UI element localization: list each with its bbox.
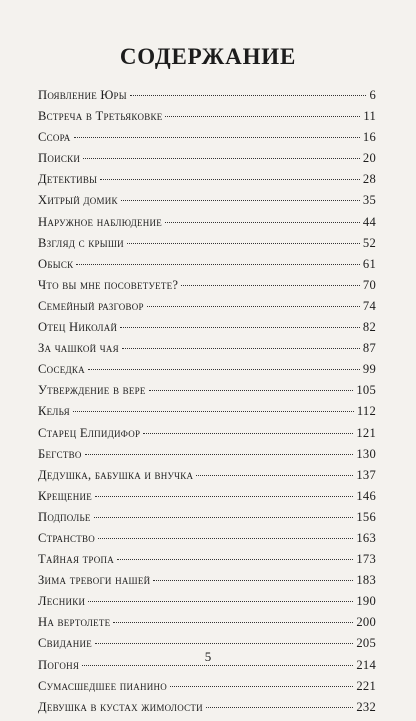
toc-entry-page: 52 (362, 235, 376, 250)
toc-entry-title: Наружное наблюдение (38, 214, 162, 229)
dot-leader (153, 579, 353, 581)
dot-leader (130, 94, 367, 96)
table-of-contents (38, 88, 376, 721)
dot-leader (88, 600, 353, 602)
toc-entry-page: 205 (356, 636, 376, 651)
toc-entry-title: Подполье (38, 509, 91, 524)
toc-entry-title: Зима тревоги нашей (38, 573, 151, 588)
toc-entry-title: Старец Елпидифор (38, 425, 141, 440)
dot-leader (113, 621, 353, 623)
dot-leader (170, 685, 353, 687)
dot-leader (147, 305, 360, 307)
toc-entry-title: Семейный разговор (38, 298, 144, 313)
toc-entry (38, 426, 376, 447)
dot-leader (165, 221, 360, 223)
toc-entry-page: 121 (356, 425, 376, 440)
toc-entry (38, 552, 376, 573)
toc-entry-page: 16 (362, 130, 376, 145)
toc-entry (38, 341, 376, 362)
toc-entry (38, 172, 376, 193)
toc-entry (38, 278, 376, 299)
toc-entry-title: Сумасшедшее пианино (38, 678, 168, 693)
toc-entry-title: Утверждение в вере (38, 383, 146, 398)
toc-entry (38, 215, 376, 236)
toc-entry-page: 156 (356, 509, 376, 524)
page-number: 5 (204, 649, 212, 664)
toc-entry-title: За чашкой чая (38, 341, 119, 356)
toc-entry (38, 447, 376, 468)
toc-entry (38, 193, 376, 214)
toc-entry (38, 320, 376, 341)
toc-entry-page: 11 (363, 109, 376, 124)
dot-leader (181, 284, 360, 286)
toc-entry-page: 146 (356, 488, 376, 503)
dot-leader (165, 115, 360, 117)
dot-leader (95, 642, 353, 644)
toc-entry-page: 74 (362, 298, 376, 313)
toc-entry-page: 82 (362, 320, 376, 335)
toc-entry-title: Обыск (38, 256, 74, 271)
toc-entry (38, 489, 376, 510)
dot-leader (122, 347, 360, 349)
toc-entry-title: Взгляд с крыши (38, 235, 124, 250)
toc-entry (38, 700, 376, 721)
toc-entry-page: 44 (362, 214, 376, 229)
toc-entry-title: Странство (38, 530, 96, 545)
toc-entry-title: Встреча в Третьяковке (38, 109, 163, 124)
dot-leader (121, 199, 360, 201)
toc-entry-page: 28 (362, 172, 376, 187)
toc-entry-title: Что вы мне посоветуете? (38, 277, 179, 292)
toc-entry (38, 531, 376, 552)
toc-entry (38, 130, 376, 151)
toc-entry (38, 573, 376, 594)
toc-entry-title: Хитрый домик (38, 193, 118, 208)
dot-leader (98, 537, 353, 539)
toc-entry (38, 88, 376, 109)
dot-leader (196, 474, 353, 476)
toc-entry-page: 173 (356, 552, 376, 567)
toc-entry-title: Отец Николай (38, 320, 118, 335)
toc-entry-title: Появление Юры (38, 88, 127, 102)
toc-entry-page: 137 (356, 467, 376, 482)
toc-entry-title: Девушка в кустах жимолости (38, 699, 203, 714)
toc-entry (38, 468, 376, 489)
dot-leader (206, 706, 354, 708)
toc-entry-page: 70 (362, 277, 376, 292)
toc-entry-page: 232 (356, 699, 376, 714)
toc-entry-title: Поиски (38, 151, 81, 166)
toc-entry-title: Келья (38, 404, 70, 419)
toc-entry (38, 299, 376, 320)
toc-entry (38, 404, 376, 425)
toc-entry-title: Ссора (38, 130, 71, 145)
dot-leader (143, 432, 353, 434)
dot-leader (127, 242, 360, 244)
toc-entry (38, 151, 376, 172)
contents-heading: СОДЕРЖАНИЕ (119, 44, 297, 69)
dot-leader (149, 389, 354, 391)
toc-entry-title: Бегство (38, 446, 82, 461)
toc-entry-title: Свидание (38, 636, 93, 651)
toc-entry-title: Лесники (38, 594, 86, 609)
toc-entry-page: 61 (362, 256, 376, 271)
toc-entry-page: 87 (362, 341, 376, 356)
toc-entry-page: 130 (356, 446, 376, 461)
dot-leader (94, 516, 354, 518)
toc-entry-page: 35 (362, 193, 376, 208)
toc-entry-page: 163 (356, 530, 376, 545)
toc-entry (38, 510, 376, 531)
toc-entry-title: Тайная тропа (38, 552, 114, 567)
toc-entry-page: 6 (369, 88, 376, 102)
toc-entry-page: 183 (356, 573, 376, 588)
toc-entry (38, 615, 376, 636)
toc-entry (38, 257, 376, 278)
dot-leader (100, 178, 360, 180)
toc-entry-title: Детективы (38, 172, 98, 187)
toc-entry (38, 236, 376, 257)
dot-leader (85, 453, 354, 455)
toc-entry-page: 20 (362, 151, 376, 166)
toc-entry-page: 221 (356, 678, 376, 693)
toc-entry (38, 594, 376, 615)
toc-entry-page: 214 (356, 657, 376, 672)
toc-entry-title: Крещение (38, 488, 92, 503)
toc-entry (38, 109, 376, 130)
dot-leader (76, 263, 360, 265)
toc-entry-page: 112 (356, 404, 376, 419)
toc-entry (38, 679, 376, 700)
toc-entry-page: 105 (356, 383, 376, 398)
toc-entry-title: Дедушка, бабушка и внучка (38, 467, 194, 482)
dot-leader (88, 368, 360, 370)
toc-entry (38, 362, 376, 383)
dot-leader (117, 558, 353, 560)
toc-entry (38, 383, 376, 404)
toc-entry-title: На вертолете (38, 615, 111, 630)
dot-leader (120, 326, 360, 328)
dot-leader (83, 157, 360, 159)
toc-entry-title: Погоня (38, 657, 80, 672)
toc-entry-title: Соседка (38, 362, 85, 377)
toc-entry-page: 190 (356, 594, 376, 609)
toc-entry-page: 200 (356, 615, 376, 630)
dot-leader (95, 495, 353, 497)
dot-leader (73, 410, 354, 412)
toc-entry-page: 99 (362, 362, 376, 377)
dot-leader (74, 136, 360, 138)
